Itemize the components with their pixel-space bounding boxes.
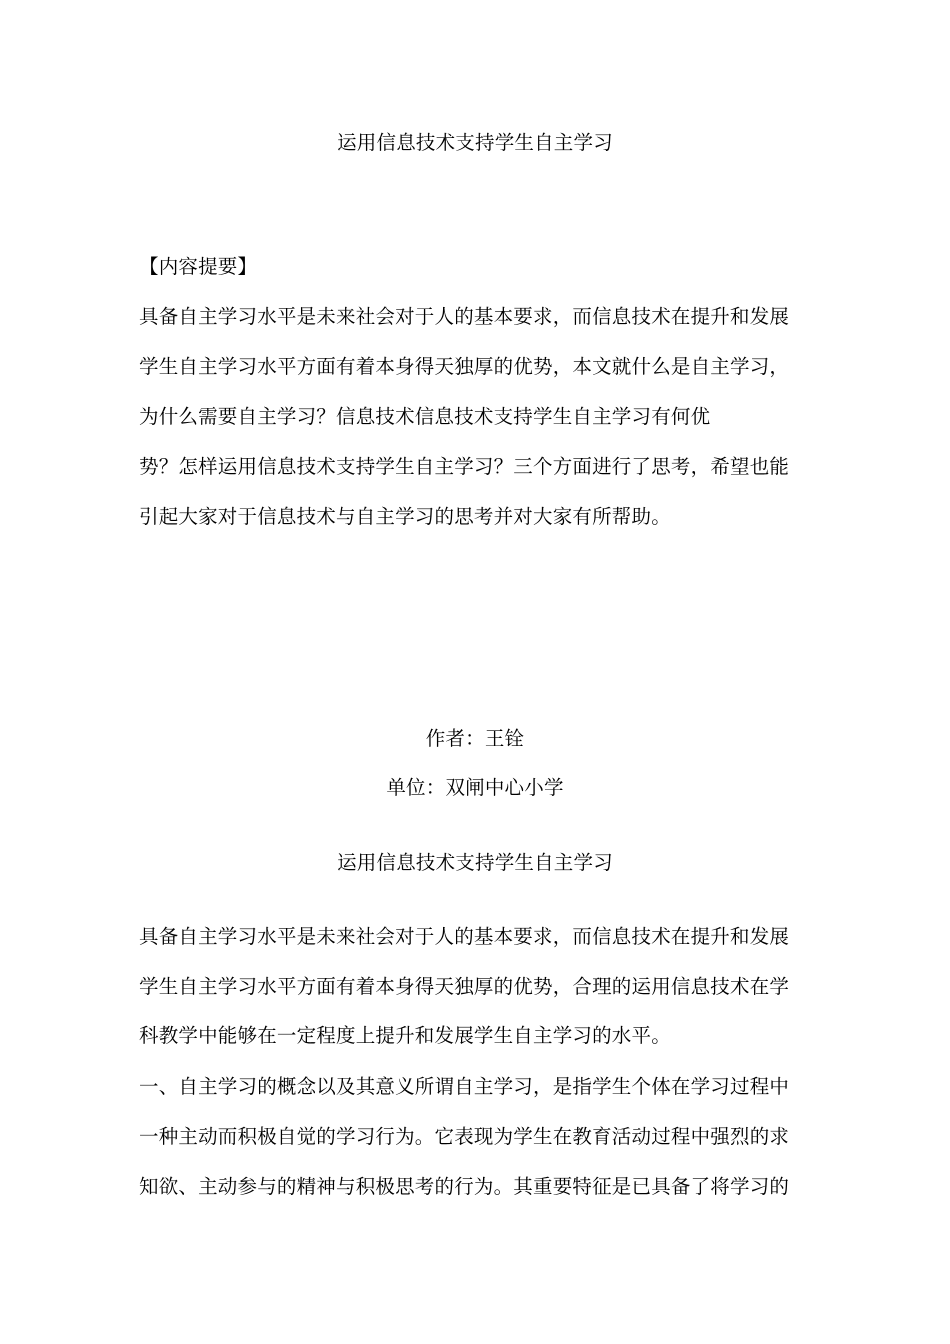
intro-line-3: 科教学中能够在一定程度上提升和发展学生自主学习的水平。 <box>139 1024 671 1047</box>
section1-line-2: 一种主动而积极自觉的学习行为。它表现为学生在教育活动过程中强烈的求 <box>139 1125 790 1148</box>
abstract-line-5: 引起大家对于信息技术与自主学习的思考并对大家有所帮助。 <box>139 505 671 528</box>
intro-line-2: 学生自主学习水平方面有着本身得天独厚的优势，合理的运用信息技术在学 <box>139 975 790 998</box>
author-line: 作者：王铨 <box>425 727 525 750</box>
document-title-body: 运用信息技术支持学生自主学习 <box>337 851 613 874</box>
abstract-line-1: 具备自主学习水平是未来社会对于人的基本要求，而信息技术在提升和发展 <box>139 305 790 328</box>
intro-line-1: 具备自主学习水平是未来社会对于人的基本要求，而信息技术在提升和发展 <box>139 925 790 948</box>
document-title-top: 运用信息技术支持学生自主学习 <box>337 131 613 154</box>
abstract-line-3: 为什么需要自主学习？信息技术信息技术支持学生自主学习有何优 <box>139 405 711 428</box>
unit-line: 单位：双闸中心小学 <box>386 776 564 799</box>
section1-line-1: 一、自主学习的概念以及其意义所谓自主学习，是指学生个体在学习过程中 <box>139 1075 790 1098</box>
abstract-line-4: 势？怎样运用信息技术支持学生自主学习？三个方面进行了思考，希望也能 <box>139 455 790 478</box>
section1-line-3: 知欲、主动参与的精神与积极思考的行为。其重要特征是已具备了将学习的 <box>139 1175 790 1198</box>
abstract-line-2: 学生自主学习水平方面有着本身得天独厚的优势，本文就什么是自主学习， <box>139 355 790 378</box>
abstract-heading: 【内容提要】 <box>139 255 258 278</box>
